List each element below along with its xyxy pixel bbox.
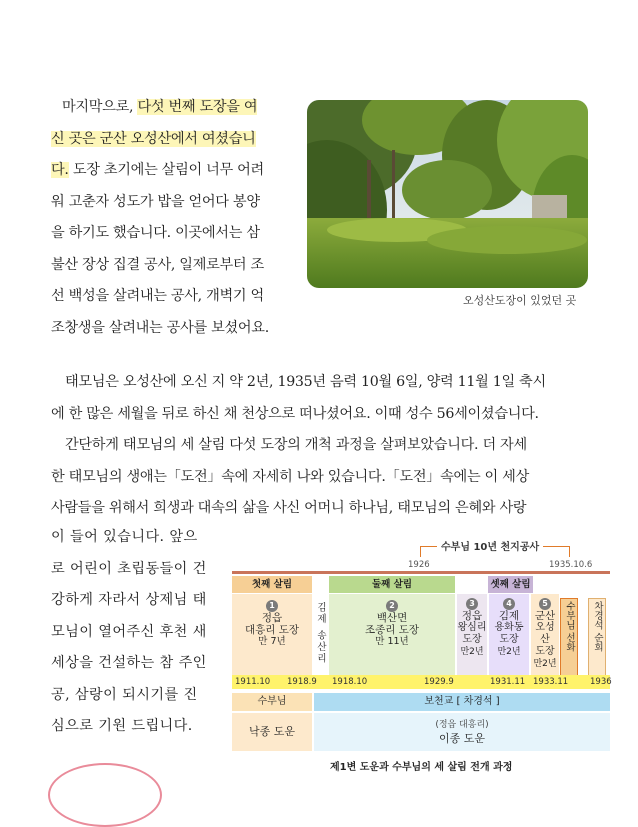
- dojang-1: 1 정읍 대흥리 도장 만 7년: [232, 594, 312, 678]
- row-bocheongyo: 보천교 [ 차경석 ]: [314, 693, 610, 711]
- p2-line-2: 에 한 많은 세월을 뒤로 하신 채 천상으로 떠나셨어요. 이때 성수 56세이셨습니다.: [51, 405, 539, 422]
- p3-line-1: 이 들어 있습니다. 앞으: [51, 529, 198, 545]
- p2-line-4: 한 태모님의 생애는「도전」속에 자세히 나와 있습니다.「도전」속에는 이 세상: [51, 468, 529, 485]
- number-badge-2: 2: [386, 600, 398, 612]
- paragraph-2: [51, 367, 546, 525]
- date-1936: 1936: [590, 677, 612, 687]
- row-ijong: [314, 713, 610, 751]
- number-badge-1: 1: [266, 600, 278, 612]
- intro-line-3: 다. 도장 초기에는 살림이 너무 어려: [51, 162, 264, 178]
- paragraph-3: [51, 522, 207, 743]
- forest-photo-image: [307, 100, 588, 288]
- number-badge-5: 5: [539, 598, 551, 610]
- intro-paragraph: [62, 92, 257, 124]
- date-1911: 1911.10: [235, 677, 271, 687]
- p2-line-5: 사람들을 위해서 희생과 대속의 삶을 사신 어머니 하나님, 태모님의 은혜와 사랑: [51, 500, 527, 516]
- row-ijong-main: 이종 도운: [438, 732, 485, 745]
- row-nakjong: 낙종 도운: [232, 713, 312, 751]
- p3-line-6: 공, 삼랑이 되시기를 진: [51, 686, 198, 703]
- date-1931: 1931.11: [490, 677, 526, 687]
- top-bracket-label: 수부님 10년 천지공사: [437, 538, 543, 553]
- p3-line-4: 모님이 열어주신 후천 새: [51, 623, 207, 640]
- p2-line-3: 간단하게 태모님의 세 살림 다섯 도장의 개척 과정을 살펴보았습니다. 더 자세: [65, 437, 527, 453]
- date-1918-9: 1918.9: [287, 677, 317, 687]
- number-badge-3: 3: [466, 598, 478, 610]
- dojang-4: 4 김제 용화동 도장 만2년: [489, 594, 529, 676]
- p3-line-2: 로 어린이 초립동들이 건: [51, 560, 207, 577]
- year-1935: 1935.10.6: [549, 560, 593, 570]
- dojang-2: 2 백산면 조종리 도장 만 11년: [329, 594, 455, 678]
- photo-osungsan: [307, 100, 588, 288]
- intro-line-8: 조창생을 살려내는 공사를 보셨어요.: [51, 319, 269, 336]
- header-second: 둘째 살림: [329, 576, 455, 593]
- dojang-3: 3 정읍 왕심리 도장 만2년: [457, 594, 487, 676]
- date-1918-10: 1918.10: [332, 677, 368, 687]
- row-ijong-sub: (정읍 대흥리): [435, 720, 489, 730]
- number-badge-4: 4: [503, 598, 515, 610]
- intro-line-2: 신 곳은 군산 오성산에서 여셨습니: [51, 130, 256, 147]
- vertical-label-chagyeongseok: 차경석 순회: [588, 598, 606, 676]
- p2-line-1: 태모님은 오성산에 오신 지 약 2년, 1935년 음력 10월 6일, 양력 11월 1일 축시: [65, 374, 546, 390]
- intro-line-1: 마지막으로, 다섯 번째 도장을 여: [62, 99, 258, 115]
- intro-line-7: 선 백성을 살려내는 공사, 개벽기 억: [51, 288, 264, 304]
- date-1933: 1933.11: [533, 677, 569, 687]
- decorative-circle: [48, 763, 162, 827]
- vertical-label-gimje: 김제 송산리: [315, 602, 326, 665]
- dojang-5: 5 군산 오성산 도장 만2년: [531, 594, 559, 676]
- timeline-top-bar: [232, 571, 610, 574]
- year-1926: 1926: [408, 560, 430, 570]
- intro-line-4: 워 고춘자 성도가 밥을 얻어다 봉양: [51, 193, 260, 210]
- vertical-label-subu-seonhwa: 수부님 선화: [560, 598, 578, 676]
- photo-caption: 오성산도장이 있었던 곳: [463, 294, 577, 307]
- intro-line-6: 불산 장상 집결 공사, 일제로부터 조: [51, 256, 264, 273]
- row-subunim: 수부님: [232, 693, 312, 711]
- intro-line-5: 을 하기도 했습니다. 이곳에서는 삼: [51, 225, 260, 241]
- date-1929: 1929.9: [424, 677, 454, 687]
- intro-paragraph-body: [51, 124, 269, 345]
- p3-line-3: 강하게 자라서 상제님 태: [51, 592, 207, 608]
- p3-line-5: 세상을 건설하는 참 주인: [51, 655, 207, 671]
- header-third: 셋째 살림: [488, 576, 533, 593]
- header-first: 첫째 살림: [232, 576, 312, 593]
- diagram-caption: 제1변 도운과 수부님의 세 살림 전개 과정: [330, 762, 513, 773]
- p3-line-7: 심으로 기원 드립니다.: [51, 718, 193, 734]
